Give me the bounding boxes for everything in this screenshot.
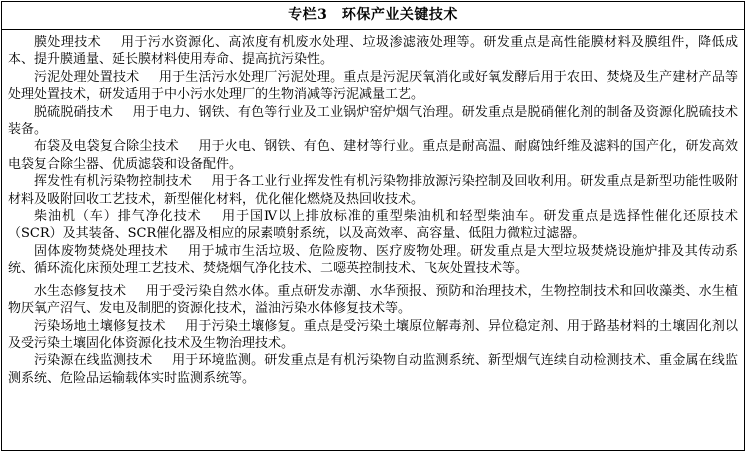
tech-item-online-monitoring	[8, 352, 738, 387]
column-box	[1, 1, 745, 451]
tech-name: 布袋及电袋复合除尘技术	[34, 139, 179, 155]
box-body	[2, 30, 744, 387]
tech-name: 柴油机（车）排气净化技术	[34, 209, 202, 225]
tech-item-membrane	[8, 34, 738, 69]
tech-item-desulfurization	[8, 104, 738, 139]
tech-description: 用于火电、钢铁、有色、建材等行业。重点是耐高温、耐腐蚀纤维及滤料的国产化，研发高效电袋复合除尘器、优质滤袋和设备配件。	[8, 139, 738, 172]
tech-description: 用于城市生活垃圾、危险废物、医疗废物处理。研发重点是大型垃圾焚烧设施炉排及其传动系统、循环流化床预处理工艺技术、焚烧烟气净化技术、二噁英控制技术、飞灰处置技术等。	[8, 243, 738, 277]
tech-item-dust-removal	[8, 138, 738, 173]
tech-description: 用于环境监测。研发重点是有机污染物自动监测系统、新型烟气连续自动检测技术、重金属在线监测系统、危险品运输载体实时监测系统等。	[8, 353, 738, 386]
tech-name: 膜处理技术	[34, 35, 102, 50]
tech-name: 污染源在线监测技术	[34, 353, 153, 369]
tech-item-sludge	[8, 69, 738, 104]
tech-name: 水生态修复技术	[34, 283, 127, 299]
box-title: 专栏3 环保产业关键技术	[2, 2, 744, 30]
tech-description: 用于国Ⅳ以上排放标准的重型柴油机和轻型柴油车。研发重点是选择性催化还原技术（SCR）及其装备、SCR催化器及相应的尿素喷射系统，以及高效率、高容量、低阻力微粒过滤器。	[8, 209, 738, 242]
tech-name: 脱硫脱硝技术	[34, 104, 113, 120]
tech-item-water-ecology	[8, 283, 738, 318]
tech-description: 用于受污染自然水体。重点研发赤潮、水华预报、预防和治理技术，生物控制技术和回收藻类、水生植物厌氧产沼气、发电及制肥的资源化技术，溢油污染水体修复技术等。	[8, 283, 738, 317]
tech-name: 挥发性有机污染物控制技术	[34, 174, 192, 190]
tech-name: 污染场地土壤修复技术	[34, 318, 166, 334]
tech-item-diesel	[8, 208, 738, 243]
tech-item-soil-remediation	[8, 318, 738, 353]
tech-name: 固体废物焚烧处理技术	[34, 243, 169, 259]
tech-description: 用于污水资源化、高浓度有机废水处理、垃圾渗滤液处理等。研发重点是高性能膜材料及膜组件，降低成本、提升膜通量、延长膜材料使用寿命、提高抗污染性。	[8, 35, 738, 68]
tech-description: 用于各工业行业挥发性有机污染物排放源污染控制及回收利用。研发重点是新型功能性吸附材料及吸附回收工艺技术，新型催化材料，优化催化燃烧及热回收技术。	[8, 174, 738, 207]
tech-description: 用于污染土壤修复。重点是受污染土壤原位解毒剂、异位稳定剂、用于路基材料的土壤固化剂以及受污染土壤固化体资源化技术及生物治理技术。	[8, 318, 738, 351]
tech-name: 污泥处理处置技术	[34, 69, 140, 85]
tech-description: 用于电力、钢铁、有色等行业及工业锅炉窑炉烟气治理。研发重点是脱硝催化剂的制备及资源化脱硫技术装备。	[8, 104, 738, 138]
tech-item-voc	[8, 173, 738, 208]
tech-description: 用于生活污水处理厂污泥处理。重点是污泥厌氧消化或好氧发酵后用于农田、焚烧及生产建材产品等处理处置技术，研发适用于中小污水处理厂的生物消减等污泥减量工艺。	[8, 69, 738, 103]
tech-item-incineration	[8, 243, 738, 278]
